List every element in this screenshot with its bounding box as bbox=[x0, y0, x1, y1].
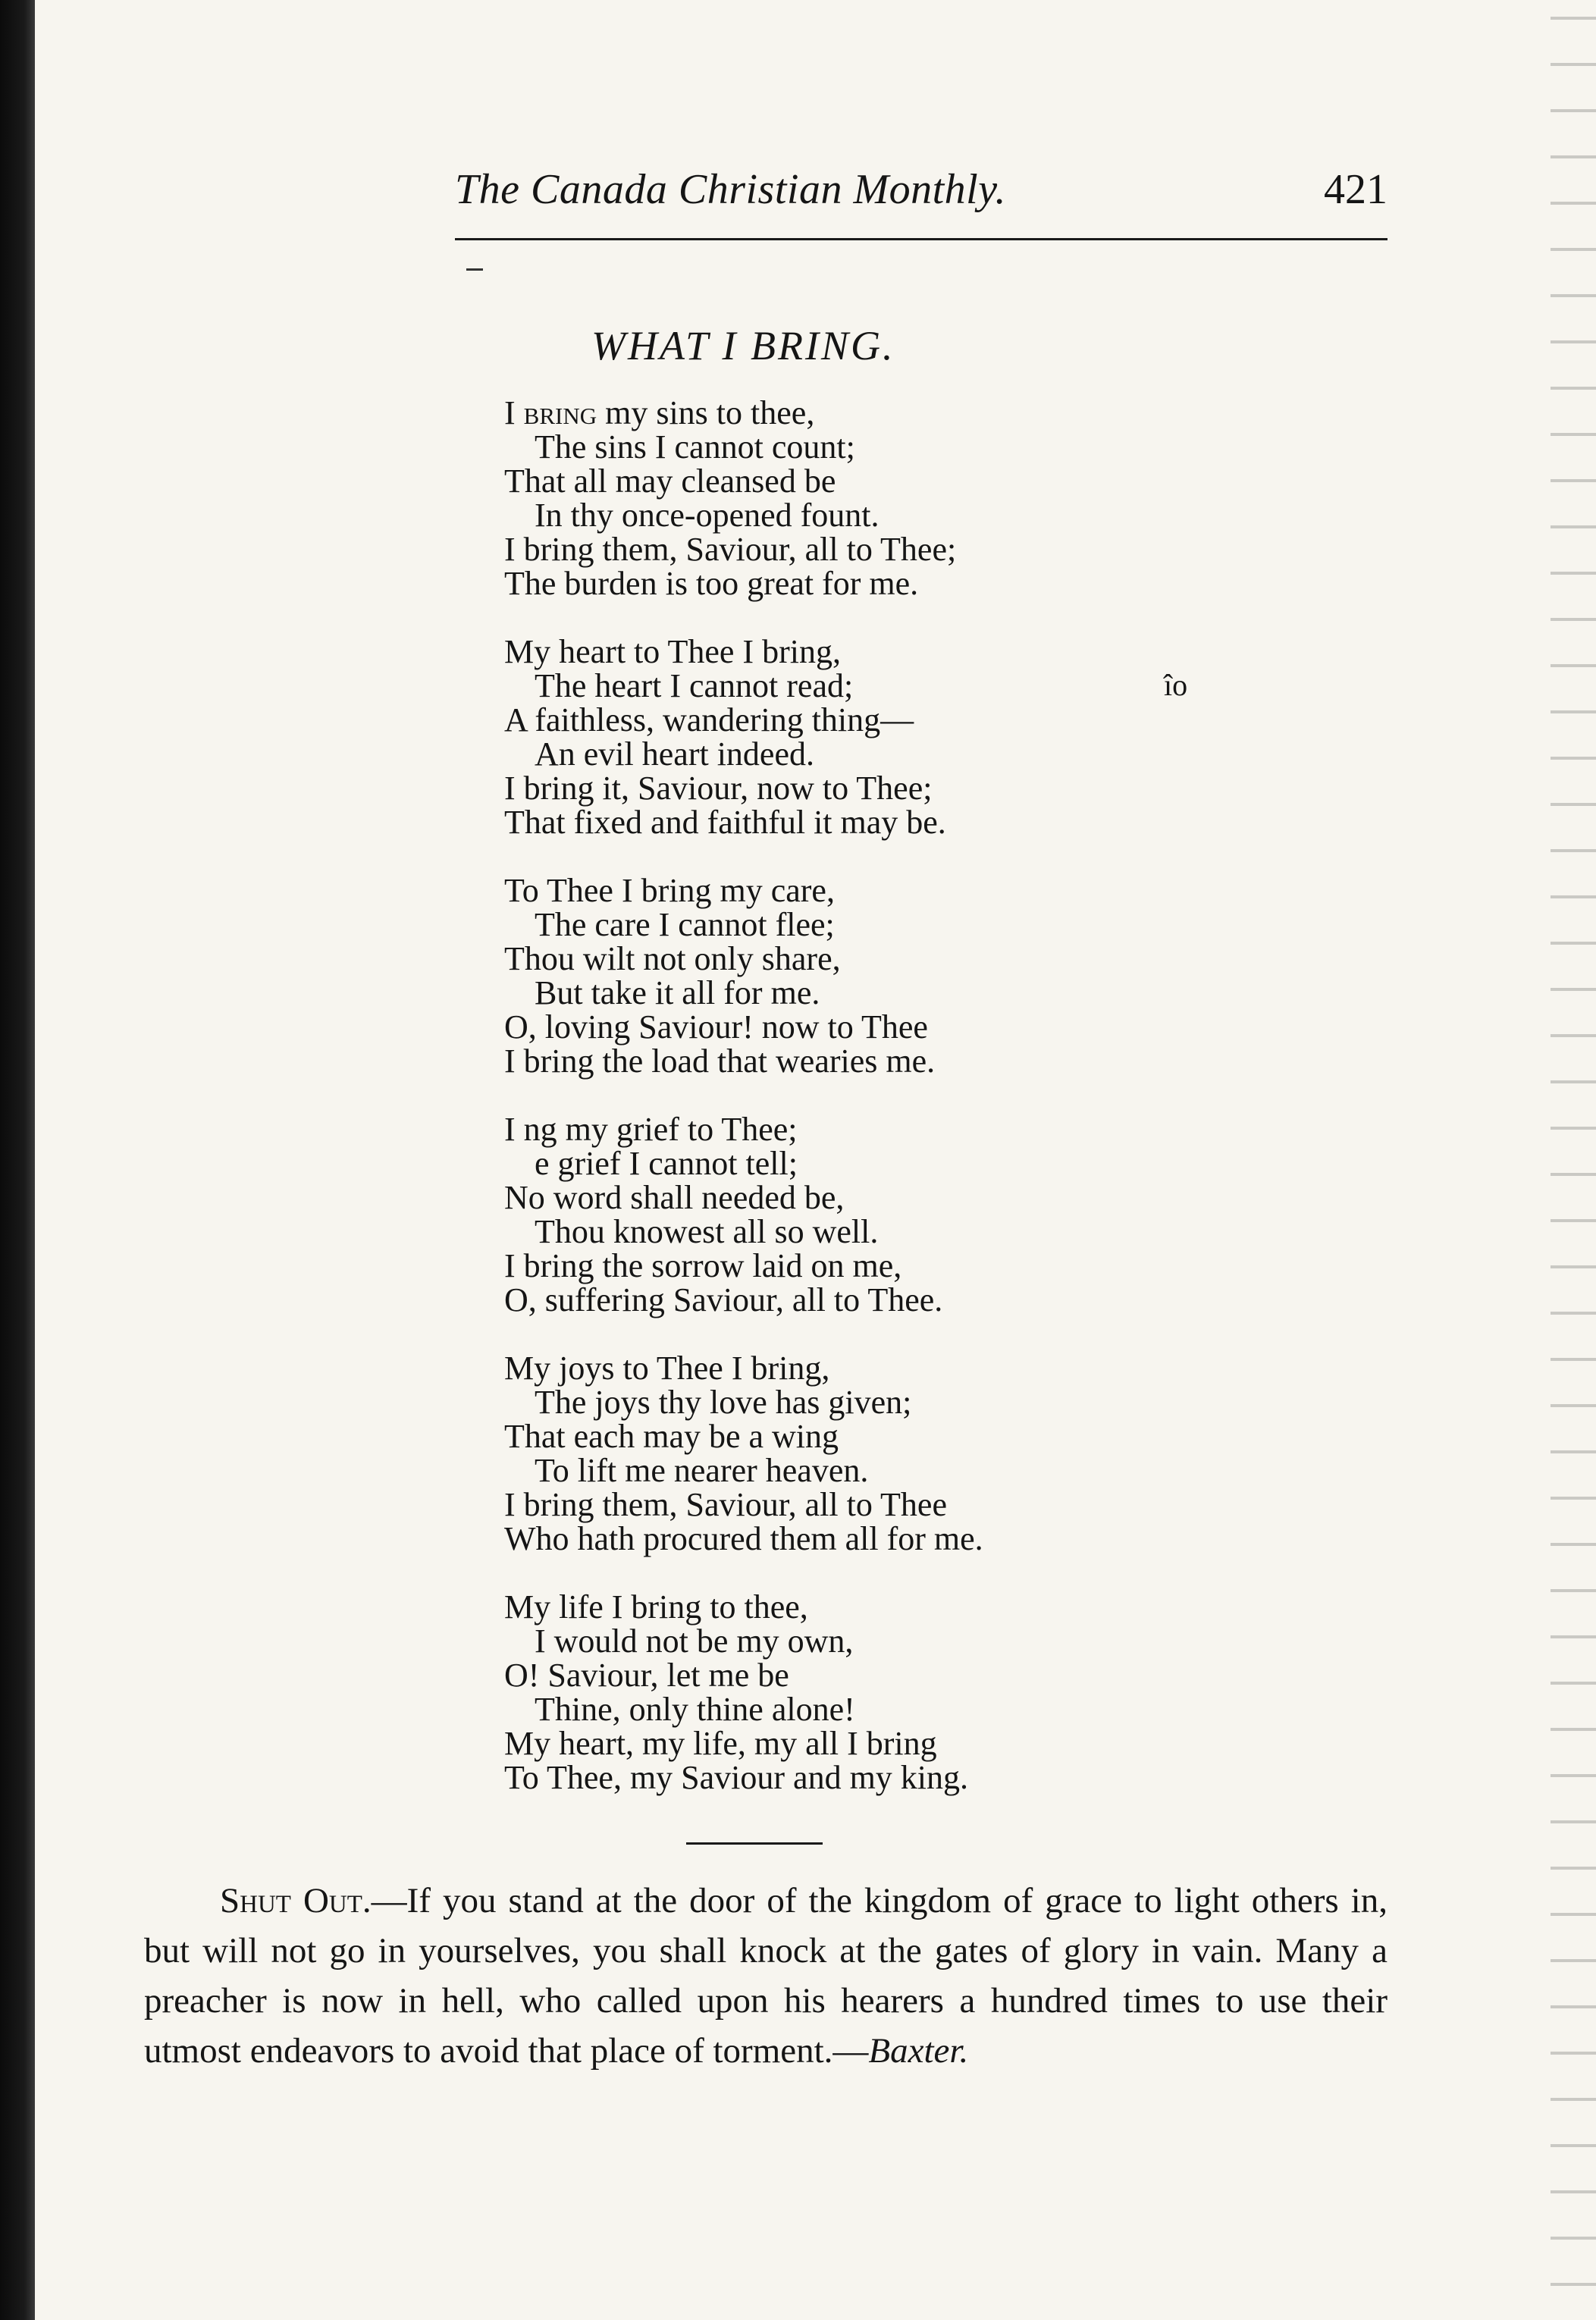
poem-stanza bbox=[504, 1112, 1262, 1317]
poem-line: An evil heart indeed. bbox=[535, 735, 814, 773]
poem-line: No word shall needed be, bbox=[504, 1179, 845, 1216]
poem-line: I bring it, Saviour, now to Thee; bbox=[504, 770, 933, 807]
poem-line: O, loving Saviour! now to Thee bbox=[504, 1008, 928, 1046]
poem-line: That all may cleansed be bbox=[504, 462, 836, 500]
paragraph-lead: Shut Out. bbox=[220, 1881, 372, 1920]
poem-line: A faithless, wandering thing— bbox=[504, 701, 914, 738]
poem-line bbox=[504, 396, 1262, 430]
stray-print-mark: îo bbox=[1164, 668, 1188, 702]
poem-body bbox=[504, 396, 1262, 1829]
paragraph-body: —If you stand at the door of the kingdom of grace to light others in, but will not go in yourselves, you shall knock at the gates of glory in vain. Many a preacher is now in hell, who called upon his hearers a hundred times to use their utmost endeavors to avoid that place of torment.— bbox=[144, 1881, 1387, 2071]
poem-line: I bring them, Saviour, all to Thee; bbox=[504, 531, 957, 568]
page-number: 421 bbox=[1324, 166, 1387, 213]
poem-line: Thou wilt not only share, bbox=[504, 940, 841, 977]
page-binding-edge bbox=[0, 0, 35, 2320]
poem-stanza bbox=[504, 873, 1262, 1078]
poem-line: The sins I cannot count; bbox=[535, 428, 855, 466]
section-divider bbox=[686, 1842, 823, 1845]
poem-line: That each may be a wing bbox=[504, 1418, 839, 1455]
poem-line: To Thee I bring my care, bbox=[504, 872, 835, 909]
poem-line: I ng my grief to Thee; bbox=[504, 1111, 798, 1148]
poem-stanza bbox=[504, 1351, 1262, 1556]
poem-line: O! Saviour, let me be bbox=[504, 1657, 789, 1694]
poem-line: In thy once-opened fount. bbox=[535, 497, 880, 534]
poem-line: O, suffering Saviour, all to Thee. bbox=[504, 1281, 943, 1318]
poem-line: To lift me nearer heaven. bbox=[535, 1452, 869, 1489]
poem-line: Who hath procured them all for me. bbox=[504, 1520, 983, 1557]
poem-line: My heart, my life, my all I bring bbox=[504, 1725, 937, 1762]
poem-line: The burden is too great for me. bbox=[504, 565, 919, 602]
poem-line: The joys thy love has given; bbox=[535, 1384, 912, 1421]
page-scan-edge bbox=[1551, 0, 1596, 2320]
poem-line-rest: my sins to thee, bbox=[597, 394, 815, 431]
poem-stanza bbox=[504, 1590, 1262, 1795]
poem-stanza bbox=[504, 396, 1262, 600]
paragraph-author: Baxter. bbox=[868, 2031, 969, 2071]
poem-line: The care I cannot flee; bbox=[535, 906, 835, 943]
header-dash bbox=[466, 268, 483, 271]
poem-line: That fixed and faithful it may be. bbox=[504, 804, 946, 841]
poem-line: Thou knowest all so well. bbox=[535, 1213, 879, 1250]
poem-line: I bring the load that wearies me. bbox=[504, 1042, 936, 1080]
poem-line: To Thee, my Saviour and my king. bbox=[504, 1759, 969, 1796]
journal-title: The Canada Christian Monthly. bbox=[455, 166, 1006, 213]
poem-line: I would not be my own, bbox=[535, 1622, 854, 1660]
poem-title: WHAT I BRING. bbox=[591, 323, 895, 368]
poem-line-initial: I bbox=[504, 394, 524, 431]
poem-line: e grief I cannot tell; bbox=[535, 1145, 798, 1182]
poem-line: The heart I cannot read; bbox=[535, 667, 854, 704]
closing-paragraph bbox=[144, 1876, 1387, 2076]
poem-line: My joys to Thee I bring, bbox=[504, 1350, 830, 1387]
poem-line: I bring the sorrow laid on me, bbox=[504, 1247, 902, 1284]
poem-line: Thine, only thine alone! bbox=[535, 1691, 855, 1728]
poem-line: I bring them, Saviour, all to Thee bbox=[504, 1486, 947, 1523]
poem-line: But take it all for me. bbox=[535, 974, 820, 1011]
header-rule bbox=[455, 238, 1387, 240]
poem-stanza bbox=[504, 635, 1262, 839]
poem-line: My heart to Thee I bring, bbox=[504, 633, 841, 670]
poem-line-smallcaps: bring bbox=[523, 394, 597, 431]
poem-line: My life I bring to thee, bbox=[504, 1588, 808, 1626]
running-header bbox=[455, 161, 1387, 229]
